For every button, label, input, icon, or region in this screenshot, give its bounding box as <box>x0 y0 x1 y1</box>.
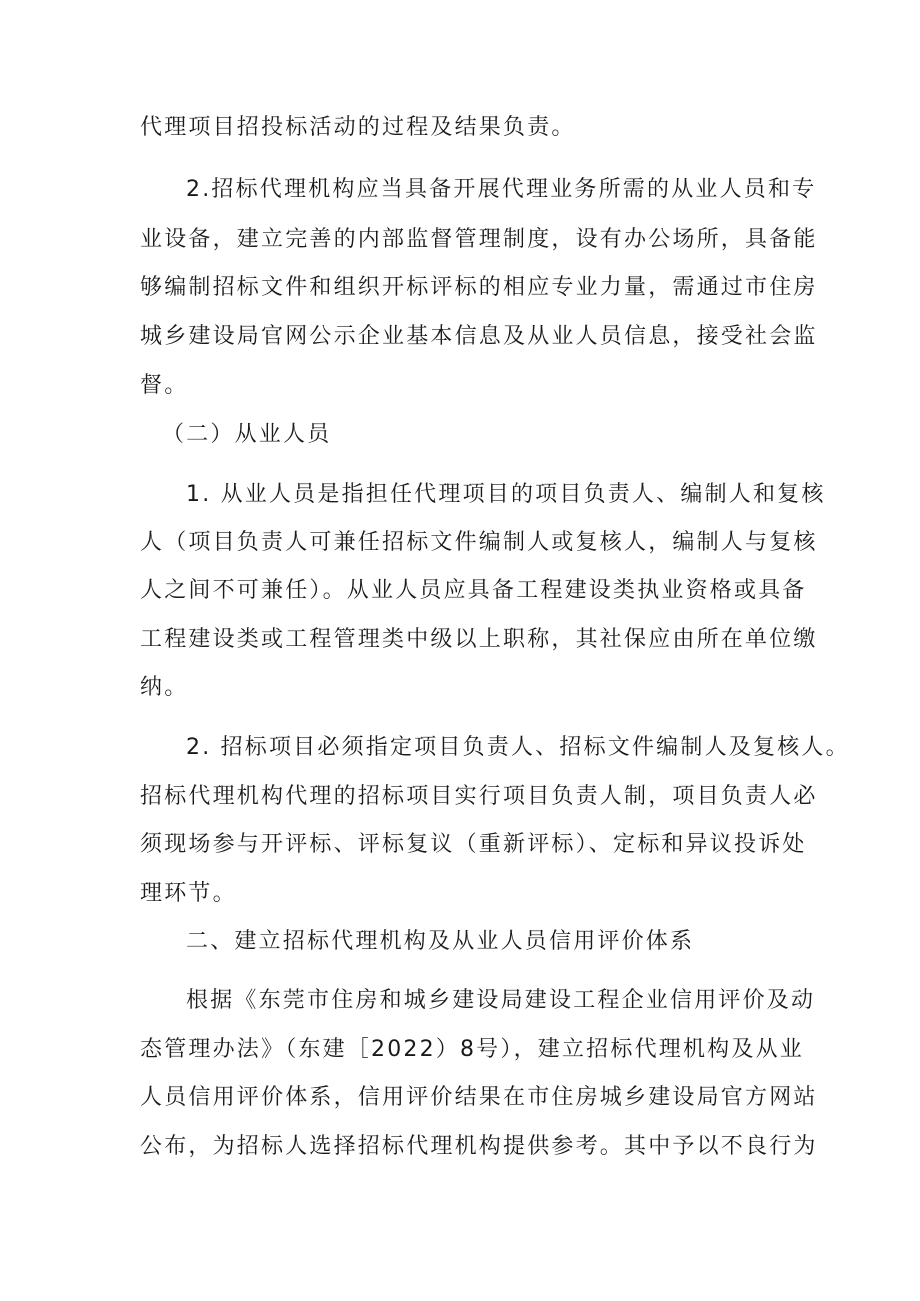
text-line: 人（项目负责人可兼任招标文件编制人或复核人，编制人与复核 <box>140 530 818 555</box>
text-line: 纳。 <box>140 675 189 700</box>
text-line: 2.招标代理机构应当具备开展代理业务所需的从业人员和专 <box>186 177 817 202</box>
text-line: 根据《东莞市住房和城乡建设局建设工程企业信用评价及动 <box>186 988 816 1013</box>
text-line: 招标代理机构代理的招标项目实行项目负责人制，项目负责人必 <box>140 784 818 809</box>
text-line: 督。 <box>140 373 189 398</box>
text-line: 够编制招标文件和组织开标评标的相应专业力量，需通过市住房 <box>140 275 818 300</box>
text-line: 1. 从业人员是指担任代理项目的项目负责人、编制人和复核 <box>186 482 826 507</box>
text-line: 公布，为招标人选择招标代理机构提供参考。其中予以不良行为 <box>140 1134 818 1159</box>
text-line: 人之间不可兼任）。从业人员应具备工程建设类执业资格或具备 <box>140 578 807 603</box>
section-heading: 二、建立招标代理机构及从业人员信用评价体系 <box>186 929 695 954</box>
text-line: 人员信用评价体系，信用评价结果在市住房城乡建设局官方网站 <box>140 1085 818 1110</box>
text-line: 城乡建设局官网公示企业基本信息及从业人员信息，接受社会监 <box>140 324 818 349</box>
text-line: 代理项目招投标活动的过程及结果负责。 <box>140 115 576 140</box>
text-line: 2. 招标项目必须指定项目负责人、招标文件编制人及复核人。 <box>186 735 850 760</box>
text-line: 态管理办法》（东建［2022）8号），建立招标代理机构及从业 <box>140 1037 804 1062</box>
text-line: 理环节。 <box>140 881 237 906</box>
text-line: 工程建设类或工程管理类中级以上职称，其社保应由所在单位缴 <box>140 627 818 652</box>
section-heading: （二）从业人员 <box>162 422 332 447</box>
text-line: 业设备，建立完善的内部监督管理制度，设有办公场所，具备能 <box>140 227 818 252</box>
text-line: 须现场参与开评标、评标复议（重新评标）、定标和异议投诉处 <box>140 832 807 857</box>
